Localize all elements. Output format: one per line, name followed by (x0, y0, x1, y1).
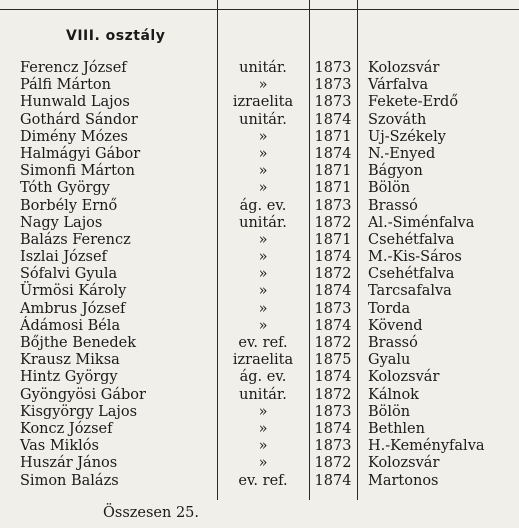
table-row (0, 146, 519, 163)
table-row (0, 301, 519, 318)
student-name: Sófalvi Gyula (20, 266, 118, 283)
birth-year-cell: 1874 (314, 249, 352, 266)
birth-year-cell: 1871 (314, 180, 352, 197)
birthplace-cell: Kolozsvár (368, 455, 440, 472)
birthplace-cell: Fekete-Erdő (368, 94, 459, 111)
student-name: Vas Miklós (20, 438, 99, 455)
table-row (0, 232, 519, 249)
table-row (0, 352, 519, 369)
birth-year-cell: 1873 (314, 60, 352, 76)
student-name: Hintz György (20, 369, 118, 386)
student-name: Ádámosi Béla (20, 317, 121, 334)
birthplace-cell: Torda (368, 300, 411, 317)
student-name: Iszlai József (20, 249, 107, 266)
birthplace-cell: Al.-Siménfalva (368, 214, 475, 231)
table-row (0, 283, 519, 300)
birthplace-cell: Csehétfalva (368, 231, 455, 248)
table-row (0, 249, 519, 266)
birth-year-cell: 1874 (314, 317, 352, 334)
student-name: Ürmösi Károly (20, 283, 127, 300)
birth-year-cell: 1875 (314, 352, 352, 369)
table-row (0, 404, 519, 421)
birthplace-cell: Várfalva (368, 77, 429, 94)
birthplace-cell: Gyalu (368, 352, 411, 369)
table-row (0, 215, 519, 232)
religion-cell: izraelita (232, 94, 294, 111)
student-name: Dimény Mózes (20, 128, 128, 145)
student-list (0, 60, 519, 490)
religion-cell: » (258, 145, 268, 162)
religion-cell: » (258, 180, 268, 197)
table-row (0, 421, 519, 438)
religion-cell: » (258, 249, 268, 266)
birthplace-cell: Bölön (368, 403, 411, 420)
religion-cell: » (258, 438, 268, 455)
table-row (0, 318, 519, 335)
student-name: Koncz József (20, 420, 113, 437)
student-name: Nagy Lajos (20, 214, 103, 231)
birth-year-cell: 1872 (314, 455, 352, 472)
religion-cell: » (258, 317, 268, 334)
student-name: Simonfi Márton (20, 163, 135, 180)
table-row (0, 112, 519, 129)
birthplace-cell: Uj-Székely (368, 128, 446, 145)
birth-year-cell: 1874 (314, 145, 352, 162)
table-row (0, 455, 519, 472)
religion-cell: ág. ev. (239, 369, 287, 386)
table-row (0, 438, 519, 455)
table-row (0, 473, 519, 490)
birthplace-cell: N.-Enyed (368, 145, 436, 162)
birthplace-cell: Szováth (368, 111, 427, 128)
student-name: Gothárd Sándor (20, 111, 138, 128)
religion-cell: » (258, 300, 268, 317)
student-name: Tóth György (20, 180, 110, 197)
student-name: Gyöngyösi Gábor (20, 386, 146, 403)
birthplace-cell: Bethlen (368, 420, 425, 437)
birth-year-cell: 1873 (314, 300, 352, 317)
religion-cell: » (258, 128, 268, 145)
section-title: VIII. osztály (66, 28, 166, 44)
birth-year-cell: 1872 (314, 386, 352, 403)
student-name: Bőjthe Benedek (20, 335, 137, 351)
birth-year-cell: 1874 (314, 472, 352, 489)
student-name: Borbély Ernő (20, 197, 118, 214)
student-name: Simon Balázs (20, 472, 119, 489)
religion-cell: » (258, 403, 268, 420)
total-count: Összesen 25. (103, 505, 200, 521)
table-row (0, 129, 519, 146)
religion-cell: » (258, 231, 268, 248)
birthplace-cell: Kövend (368, 317, 423, 334)
birthplace-cell: Kolozsvár (368, 60, 440, 76)
religion-cell: unitár. (239, 214, 287, 231)
birth-year-cell: 1873 (314, 403, 352, 420)
table-row (0, 266, 519, 283)
religion-cell: » (258, 163, 268, 180)
religion-cell: » (258, 283, 268, 300)
student-name: Ambrus József (20, 300, 126, 317)
religion-cell: » (258, 455, 268, 472)
student-name: Balázs Ferencz (20, 231, 131, 248)
birth-year-cell: 1873 (314, 94, 352, 111)
table-row (0, 180, 519, 197)
religion-cell: unitár. (239, 60, 287, 76)
top-rule (0, 9, 519, 10)
birth-year-cell: 1874 (314, 369, 352, 386)
birth-year-cell: 1874 (314, 420, 352, 437)
birthplace-cell: Brassó (368, 197, 418, 214)
religion-cell: unitár. (239, 111, 287, 128)
birth-year-cell: 1873 (314, 77, 352, 94)
birth-year-cell: 1871 (314, 163, 352, 180)
birth-year-cell: 1871 (314, 231, 352, 248)
student-name: Pálfi Márton (20, 77, 111, 94)
birthplace-cell: Brassó (368, 335, 418, 351)
birthplace-cell: Martonos (368, 472, 439, 489)
birthplace-cell: Csehétfalva (368, 266, 455, 283)
religion-cell: » (258, 420, 268, 437)
table-row (0, 387, 519, 404)
student-name: Krausz Miksa (20, 352, 120, 369)
religion-cell: » (258, 266, 268, 283)
birth-year-cell: 1872 (314, 214, 352, 231)
religion-cell: ev. ref. (238, 335, 288, 351)
birthplace-cell: Kolozsvár (368, 369, 440, 386)
birthplace-cell: Bölön (368, 180, 411, 197)
birthplace-cell: Tarcsafalva (368, 283, 452, 300)
table-row (0, 60, 519, 77)
birth-year-cell: 1872 (314, 335, 352, 351)
religion-cell: ev. ref. (238, 472, 288, 489)
table-row (0, 163, 519, 180)
birth-year-cell: 1874 (314, 111, 352, 128)
student-name: Huszár János (20, 455, 118, 472)
table-row (0, 198, 519, 215)
birth-year-cell: 1872 (314, 266, 352, 283)
birth-year-cell: 1873 (314, 197, 352, 214)
birth-year-cell: 1871 (314, 128, 352, 145)
religion-cell: unitár. (239, 386, 287, 403)
birth-year-cell: 1873 (314, 438, 352, 455)
birth-year-cell: 1874 (314, 283, 352, 300)
birthplace-cell: M.-Kis-Sáros (368, 249, 462, 266)
student-name: Hunwald Lajos (20, 94, 130, 111)
table-row (0, 77, 519, 94)
student-name: Kisgyörgy Lajos (20, 403, 138, 420)
religion-cell: izraelita (232, 352, 294, 369)
table-row (0, 335, 519, 352)
table-row (0, 94, 519, 111)
birthplace-cell: Kálnok (368, 386, 419, 403)
birthplace-cell: H.-Keményfalva (368, 438, 485, 455)
religion-cell: ág. ev. (239, 197, 287, 214)
religion-cell: » (258, 77, 268, 94)
student-name: Ferencz József (20, 60, 127, 76)
student-name: Halmágyi Gábor (20, 145, 141, 162)
table-row (0, 369, 519, 386)
birthplace-cell: Bágyon (368, 163, 423, 180)
